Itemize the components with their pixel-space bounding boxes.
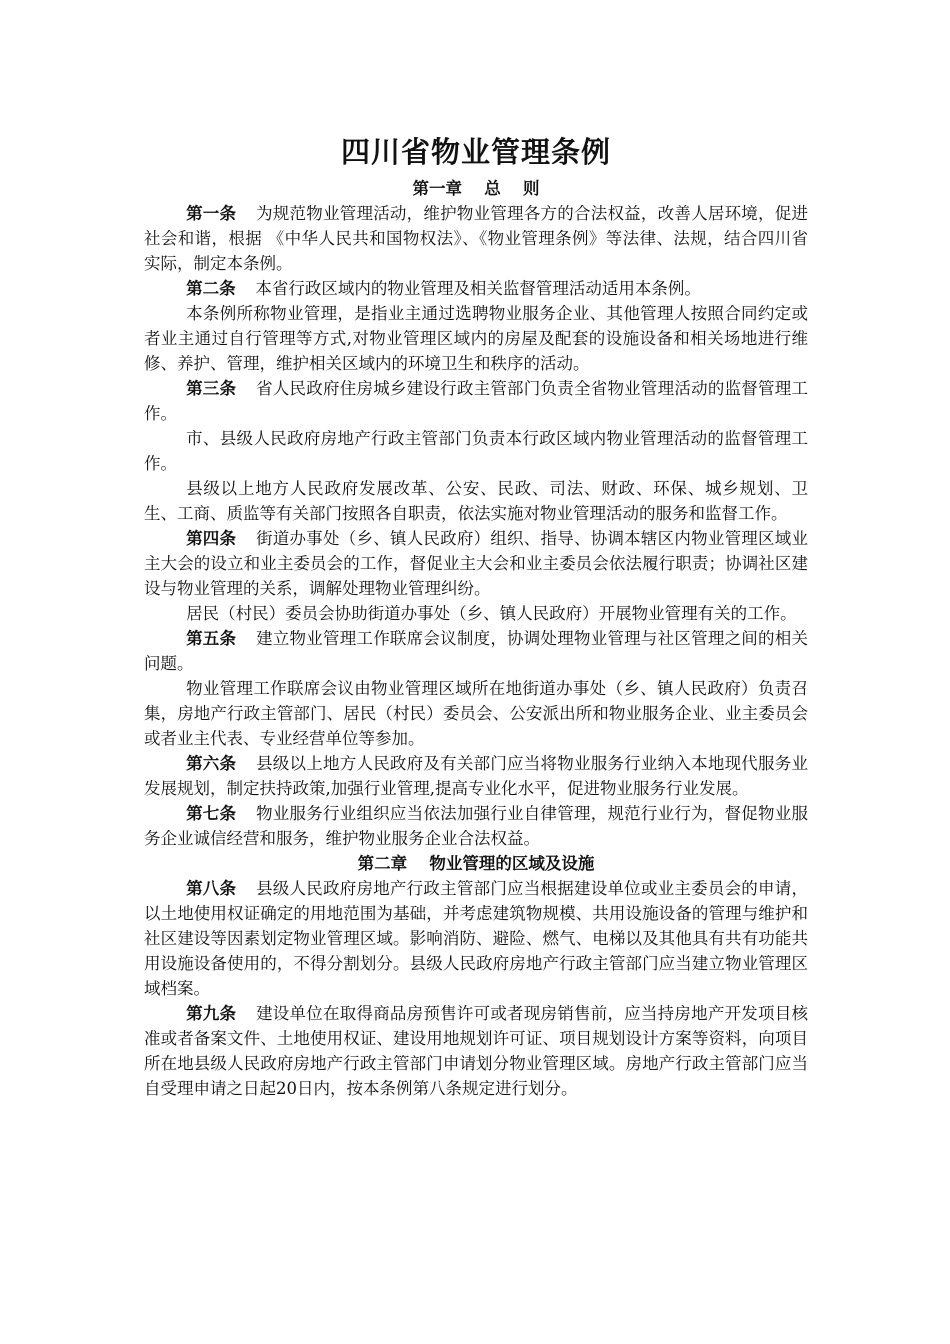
article-number: 第一条: [186, 204, 237, 223]
document-title: 四川省物业管理条例: [340, 135, 611, 169]
chapter-heading: 第一章 总 则: [412, 179, 540, 198]
article-number: 第三条: [186, 379, 237, 398]
chapter-heading: 第二章 物业管理的区域及设施: [357, 854, 595, 873]
paragraph: [144, 476, 808, 526]
article-number: 第四条: [186, 529, 237, 548]
article-paragraph: [144, 876, 808, 1001]
paragraph-text: 县级人民政府房地产行政主管部门应当根据建设单位或业主委员会的申请，以土地使用权证确定的用地范围为基础，并考虑建筑物规模、共用设施设备的管理与维护和社区建设等因素划定物业管理区域。影响消防、避险、燃气、电梯以及其他具有共有功能共用设施设备使用的，不得分割划分。县级人民政府房地产行政主管部门应当建立物业管理区域档案。: [144, 879, 809, 998]
paragraph-text: 本省行政区域内的物业管理及相关监督管理活动适用本条例。: [255, 279, 701, 298]
article-paragraph: [144, 276, 808, 301]
paragraph-text: 省人民政府住房城乡建设行政主管部门负责全省物业管理活动的监督管理工作。: [144, 379, 809, 423]
paragraph-text: 县级以上地方人民政府及有关部门应当将物业服务行业纳入本地现代服务业发展规划，制定扶持政策,加强行业管理,提高专业化水平，促进物业服务行业发展。: [144, 754, 809, 798]
article-paragraph: [144, 201, 808, 276]
article-number: 第五条: [186, 629, 237, 648]
document-page: [144, 130, 808, 1101]
paragraph-text: 物业服务行业组织应当依法加强行业自律管理，规范行业行为，督促物业服务企业诚信经营和服务，维护物业服务企业合法权益。: [144, 804, 809, 848]
paragraph: [144, 426, 808, 476]
article-paragraph: [144, 526, 808, 601]
paragraph-text: 街道办事处（乡、镇人民政府）组织、指导、协调本辖区内物业管理区域业主大会的设立和业主委员会的工作，督促业主大会和业主委员会依法履行职责；协调社区建设与物业管理的关系，调解处理物业管理纠纷。: [144, 529, 809, 598]
article-paragraph: [144, 376, 808, 426]
paragraph: [144, 601, 808, 626]
paragraph-text: 县级以上地方人民政府发展改革、公安、民政、司法、财政、环保、城乡规划、卫生、工商、质监等有关部门按照各自职责，依法实施对物业管理活动的服务和监督工作。: [144, 479, 808, 523]
article-paragraph: [144, 801, 808, 851]
paragraph-text: 为规范物业管理活动，维护物业管理各方的合法权益，改善人居环境，促进社会和谐，根据 《中华人民共和国物权法》、《物业管理条例》等法律、法规，结合四川省实际，制定本条例。: [144, 204, 809, 273]
article-number: 第八条: [186, 879, 237, 898]
paragraph: [144, 301, 808, 376]
paragraph-text: 建设单位在取得商品房预售许可或者现房销售前，应当持房地产开发项目核准或者备案文件、土地使用权证、建设用地规划许可证、项目规划设计方案等资料，向项目所在地县级人民政府房地产行政主管部门申请划分物业管理区域。房地产行政主管部门应当自受理申请之日起20日内，按本条例第八条规定进行划分。: [144, 1004, 809, 1098]
article-paragraph: [144, 1001, 808, 1101]
paragraph: [144, 676, 808, 751]
article-number: 第九条: [186, 1004, 237, 1023]
paragraph-text: 建立物业管理工作联席会议制度，协调处理物业管理与社区管理之间的相关问题。: [144, 629, 809, 673]
article-number: 第七条: [186, 804, 237, 823]
article-paragraph: [144, 626, 808, 676]
paragraph-text: 物业管理工作联席会议由物业管理区域所在地街道办事处（乡、镇人民政府）负责召集，房地产行政主管部门、居民（村民）委员会、公安派出所和物业服务企业、业主委员会或者业主代表、专业经营单位等参加。: [144, 679, 808, 748]
paragraph-text: 本条例所称物业管理，是指业主通过选聘物业服务企业、其他管理人按照合同约定或者业主通过自行管理等方式,对物业管理区域内的房屋及配套的设施设备和相关场地进行维修、养护、管理，维护相关区域内的环境卫生和秩序的活动。: [144, 304, 808, 373]
article-number: 第六条: [186, 754, 237, 773]
article-paragraph: [144, 751, 808, 801]
article-number: 第二条: [186, 279, 236, 298]
paragraph-text: 市、县级人民政府房地产行政主管部门负责本行政区域内物业管理活动的监督管理工作。: [144, 429, 808, 473]
paragraph-text: 居民（村民）委员会协助街道办事处（乡、镇人民政府）开展物业管理有关的工作。: [186, 604, 797, 623]
